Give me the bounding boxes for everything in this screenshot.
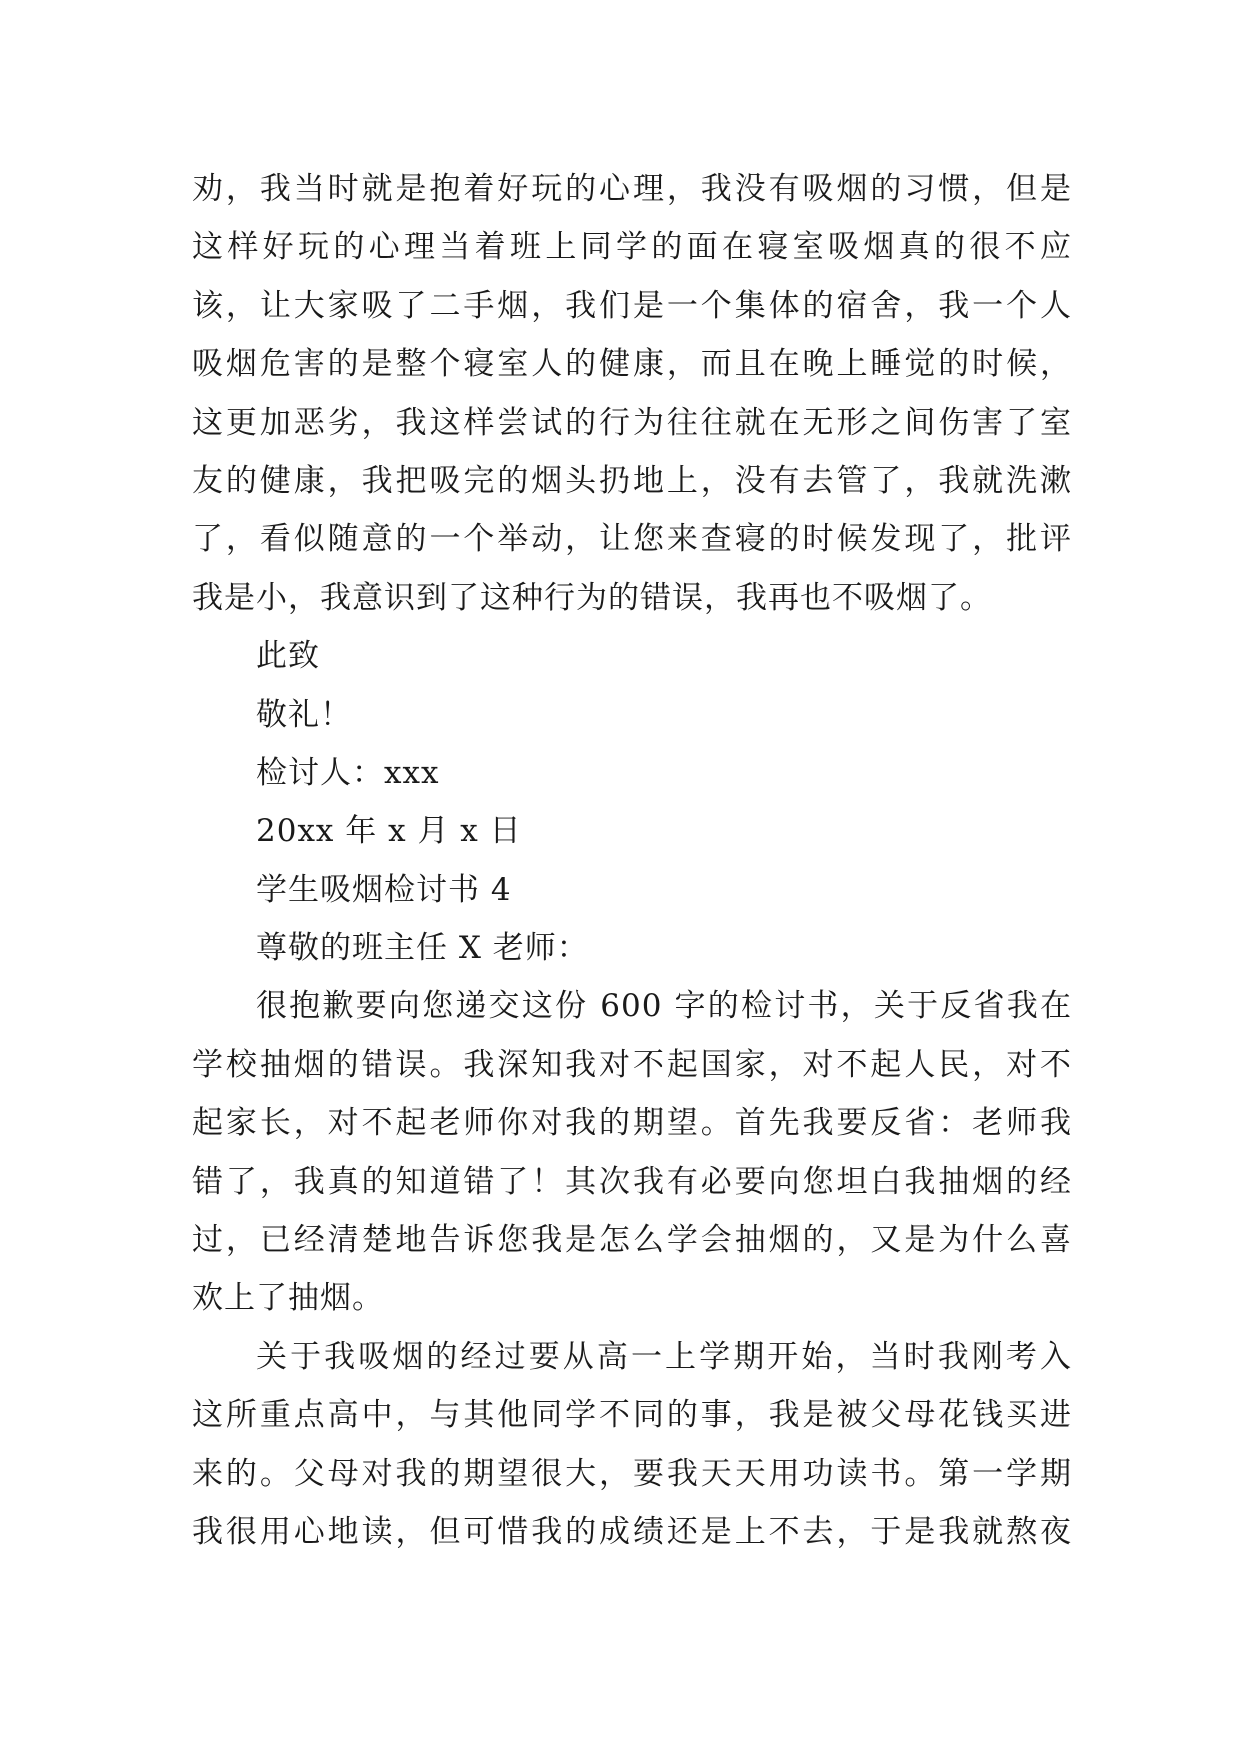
signer-line: 检讨人：xxx: [256, 754, 440, 791]
text-line: 我是小，我意识到了这种行为的错误，我再也不吸烟了。: [192, 579, 992, 616]
closing-regards: 敬礼！: [256, 696, 352, 733]
text-line: 很抱歉要向您递交这份 600 字的检讨书，关于反省我在: [256, 988, 1072, 1025]
text-line: 来的。父母对我的期望很大，要我天天用功读书。第一学期: [192, 1455, 1072, 1492]
date-line: 20xx 年 x 月 x 日: [256, 813, 522, 850]
text-line: 错了，我真的知道错了！其次我有必要向您坦白我抽烟的经: [192, 1163, 1072, 1200]
text-line: 友的健康，我把吸完的烟头扔地上，没有去管了，我就洗漱: [192, 462, 1072, 499]
paragraph-3: [192, 1328, 1072, 1562]
section-title: 学生吸烟检讨书 4: [256, 871, 512, 908]
paragraph-2: [192, 977, 1072, 1327]
text-line: 这样好玩的心理当着班上同学的面在寝室吸烟真的很不应: [192, 229, 1072, 266]
text-line: 欢上了抽烟。: [192, 1280, 384, 1317]
text-line: 这更加恶劣，我这样尝试的行为往往就在无形之间伤害了室: [192, 404, 1072, 441]
text-line: 了，看似随意的一个举动，让您来查寝的时候发现了，批评: [192, 521, 1072, 558]
addressee-line: 尊敬的班主任 X 老师：: [256, 930, 589, 967]
text-line: 学校抽烟的错误。我深知我对不起国家，对不起人民，对不: [192, 1046, 1072, 1083]
text-line: 劝，我当时就是抱着好玩的心理，我没有吸烟的习惯，但是: [192, 171, 1072, 207]
text-line: 关于我吸烟的经过要从高一上学期开始，当时我刚考入: [256, 1338, 1072, 1375]
text-line: 该，让大家吸了二手烟，我们是一个集体的宿舍，我一个人: [192, 287, 1072, 324]
text-line: 起家长，对不起老师你对我的期望。首先我要反省：老师我: [192, 1105, 1072, 1142]
closing-salutation: 此致: [256, 638, 320, 675]
document-body: [192, 160, 1072, 1561]
text-line: 吸烟危害的是整个寝室人的健康，而且在晚上睡觉的时候，: [192, 346, 1072, 383]
paragraph-1: [192, 160, 1072, 627]
text-line: 我很用心地读，但可惜我的成绩还是上不去，于是我就熬夜: [192, 1513, 1072, 1550]
text-line: 过，已经清楚地告诉您我是怎么学会抽烟的，又是为什么喜: [192, 1222, 1072, 1259]
text-line: 这所重点高中，与其他同学不同的事，我是被父母花钱买进: [192, 1397, 1072, 1434]
